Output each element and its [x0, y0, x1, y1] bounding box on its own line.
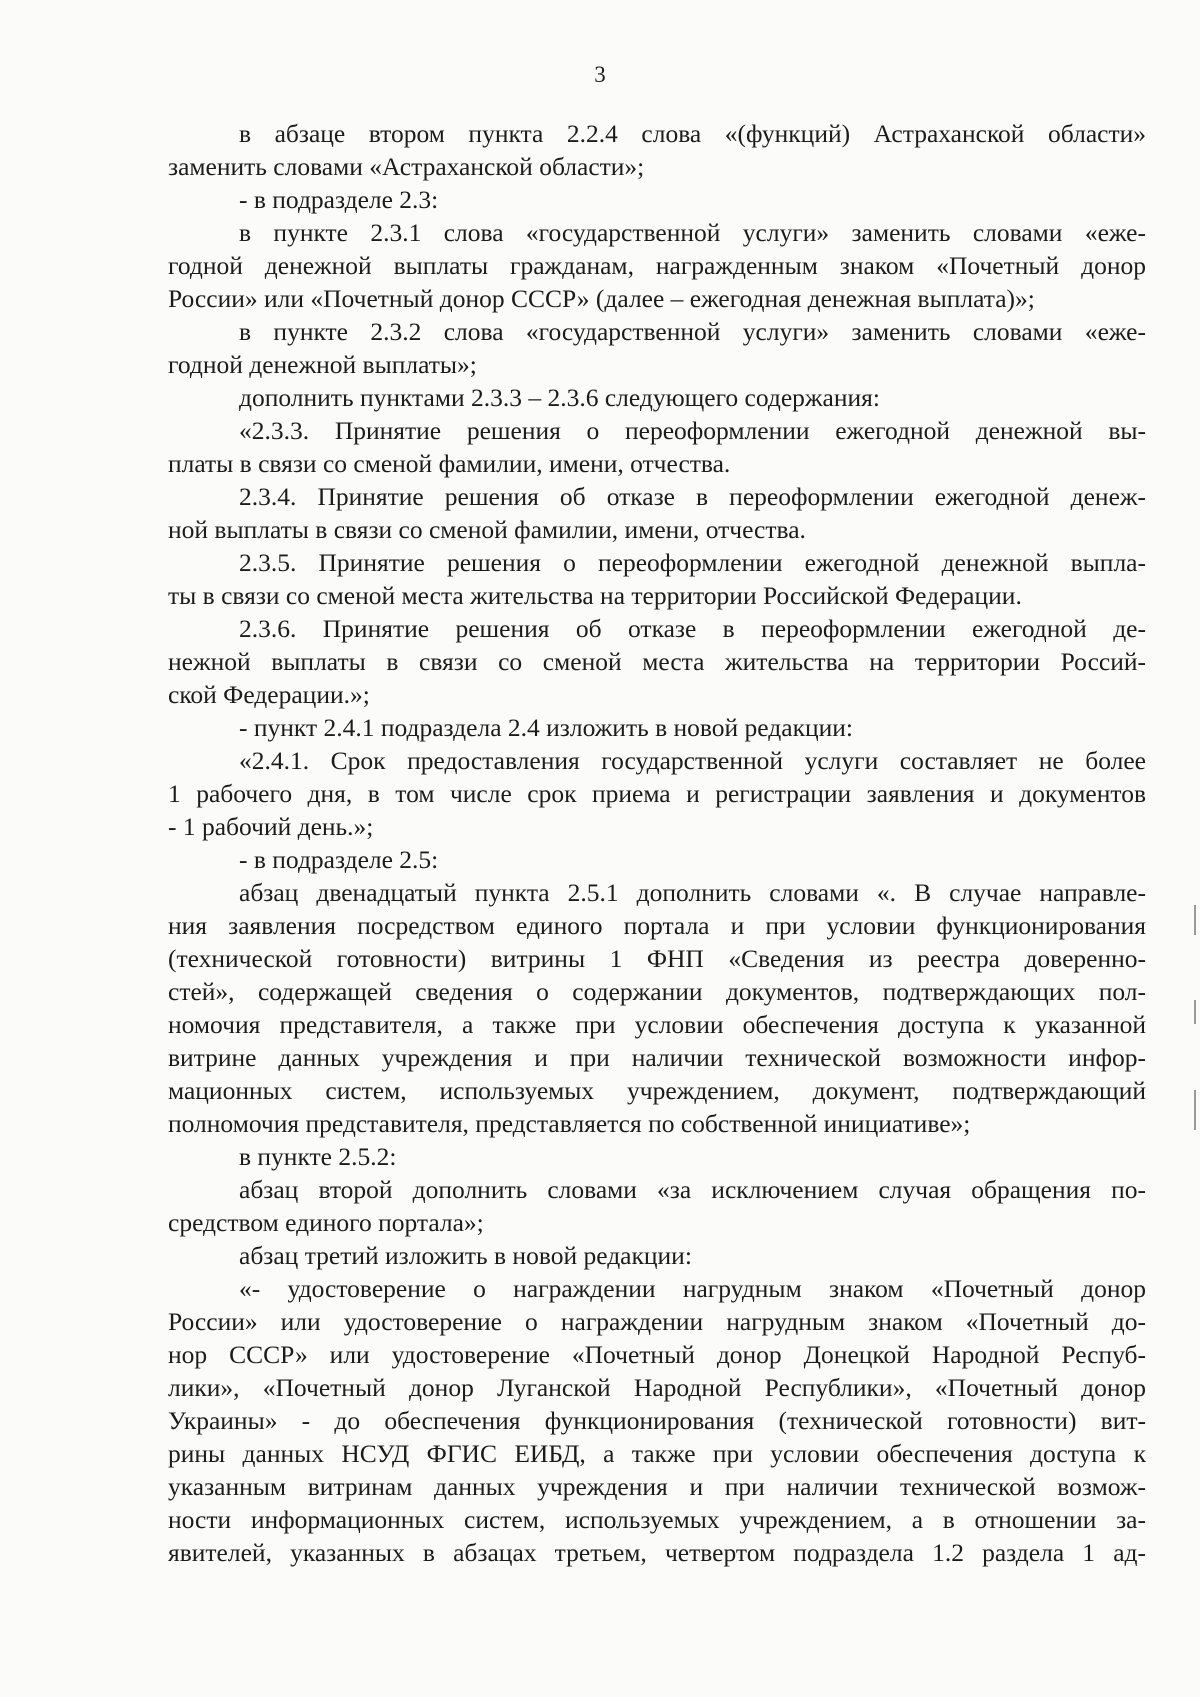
- text-line: «2.3.3. Принятие решения о переоформлении ежегодной денежной вы-: [239, 416, 1146, 445]
- text-line: нежной выплаты в связи со сменой места жительства на территории Россий-: [168, 647, 1146, 676]
- text-line: полномочия представителя, представляется по собственной инициативе»;: [168, 1109, 971, 1138]
- text-line: - пункт 2.4.1 подраздела 2.4 изложить в новой редакции:: [239, 713, 853, 742]
- document-body: [168, 117, 1146, 1569]
- text-line: платы в связи со сменой фамилии, имени, отчества.: [168, 449, 731, 478]
- text-line: номочия представителя, а также при условии обеспечения доступа к указанной: [168, 1010, 1146, 1039]
- text-line: средством единого портала»;: [168, 1208, 484, 1237]
- text-line: в пункте 2.3.1 слова «государственной услуги» заменить словами «еже-: [239, 218, 1146, 247]
- text-line: ности информационных систем, используемых учреждением, а в отношении за-: [168, 1505, 1146, 1534]
- text-line: стей», содержащей сведения о содержании документов, подтверждающих пол-: [168, 977, 1146, 1006]
- scan-edge-mark: [1194, 1090, 1196, 1130]
- text-line: абзац второй дополнить словами «за исключением случая обращения по-: [239, 1175, 1146, 1204]
- page-number: 3: [594, 62, 606, 87]
- text-line: России» или удостоверение о награждении нагрудным знаком «Почетный до-: [168, 1307, 1146, 1336]
- text-line: (технической готовности) витрины 1 ФНП «Сведения из реестра доверенно-: [168, 944, 1146, 973]
- scan-edge-mark: [1194, 905, 1196, 935]
- text-line: явителей, указанных в абзацах третьем, четвертом подраздела 1.2 раздела 1 ад-: [168, 1538, 1146, 1567]
- text-line: 1 рабочего дня, в том числе срок приема и регистрации заявления и документов: [168, 779, 1146, 808]
- text-line: ния заявления посредством единого портала и при условии функционирования: [168, 911, 1146, 940]
- text-line: дополнить пунктами 2.3.3 – 2.3.6 следующего содержания:: [239, 383, 880, 412]
- text-line: указанным витринам данных учреждения и при наличии технической возмож-: [168, 1472, 1146, 1501]
- text-line: мационных систем, используемых учреждением, документ, подтверждающий: [168, 1076, 1146, 1105]
- scan-edge-mark: [1194, 1000, 1196, 1024]
- text-line: заменить словами «Астраханской области»;: [168, 152, 645, 181]
- text-line: 2.3.5. Принятие решения о переоформлении ежегодной денежной выпла-: [239, 548, 1146, 577]
- text-line: ты в связи со сменой места жительства на территории Российской Федерации.: [168, 581, 1022, 610]
- text-line: в абзаце втором пункта 2.2.4 слова «(функций) Астраханской области»: [239, 119, 1146, 148]
- text-line: абзац двенадцатый пункта 2.5.1 дополнить словами «. В случае направле-: [239, 878, 1146, 907]
- text-line: 2.3.6. Принятие решения об отказе в переоформлении ежегодной де-: [239, 614, 1146, 643]
- text-line: абзац третий изложить в новой редакции:: [239, 1241, 692, 1270]
- text-line: нор СССР» или удостоверение «Почетный донор Донецкой Народной Респуб-: [168, 1340, 1146, 1369]
- text-line: ской Федерации.»;: [168, 680, 370, 709]
- text-line: «- удостоверение о награждении нагрудным знаком «Почетный донор: [239, 1274, 1146, 1303]
- text-line: витрине данных учреждения и при наличии технической возможности инфор-: [168, 1043, 1146, 1072]
- text-line: годной денежной выплаты гражданам, награжденным знаком «Почетный донор: [168, 251, 1146, 280]
- text-line: России» или «Почетный донор СССР» (далее – ежегодная денежная выплата)»;: [168, 284, 1035, 313]
- text-line: в пункте 2.3.2 слова «государственной услуги» заменить словами «еже-: [239, 317, 1146, 346]
- text-line: Украины» - до обеспечения функционирования (технической готовности) вит-: [168, 1406, 1146, 1435]
- text-line: - 1 рабочий день.»;: [168, 812, 374, 841]
- text-line: лики», «Почетный донор Луганской Народной Республики», «Почетный донор: [168, 1373, 1146, 1402]
- text-line: «2.4.1. Срок предоставления государственной услуги составляет не более: [239, 746, 1146, 775]
- text-line: ной выплаты в связи со сменой фамилии, имени, отчества.: [168, 515, 806, 544]
- text-line: в пункте 2.5.2:: [239, 1142, 397, 1171]
- text-line: - в подразделе 2.5:: [239, 845, 439, 874]
- text-line: годной денежной выплаты»;: [168, 350, 477, 379]
- text-line: рины данных НСУД ФГИС ЕИБД, а также при условии обеспечения доступа к: [168, 1439, 1146, 1468]
- text-line: - в подразделе 2.3:: [239, 185, 439, 214]
- text-line: 2.3.4. Принятие решения об отказе в переоформлении ежегодной денеж-: [239, 482, 1146, 511]
